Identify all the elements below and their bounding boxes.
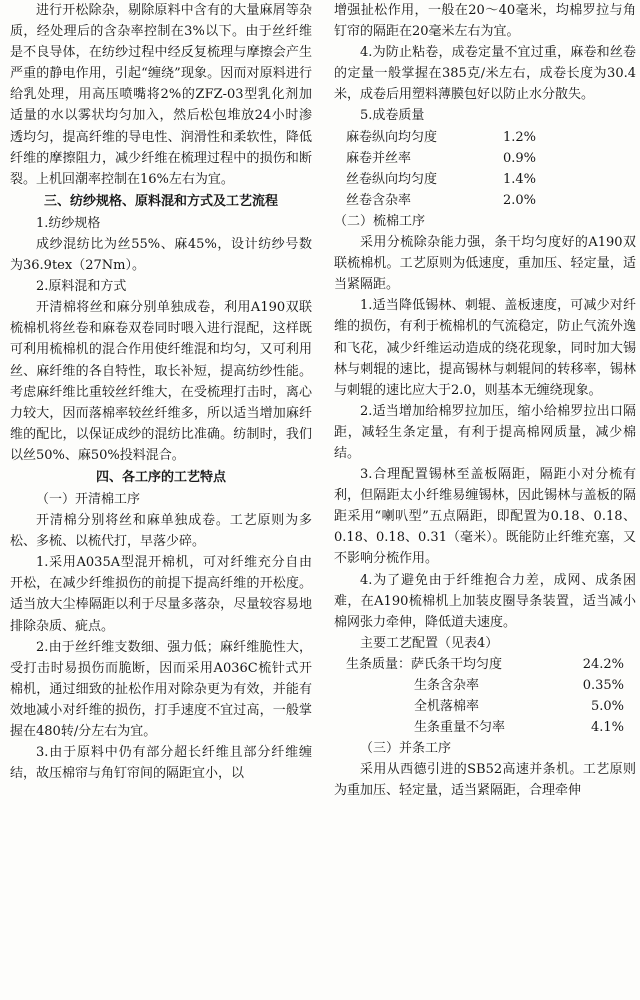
subheading: （二）梳棉工序 [334,213,426,229]
subheading: 5.成卷质量 [360,108,425,124]
paragraph: 2.由于丝纤维支数细、强力低；麻纤维脆性大，受打击时易损伤而脆断，因而采用A036C梳针式开棉机，通过细致的扯松作用对除杂更为有效，并能有效地减小对纤维的损伤，打手速度不宜过高，一般掌握在480转/分左右为宜。 [10,639,312,739]
paragraph: 开清棉将丝和麻分别单独成卷，利用A190双联梳棉机将丝卷和麻卷双卷同时喂入进行混配，这样既可利用梳棉机的混合作用使纤维混和均匀，又可利用丝、麻纤维的各自特性，取长补短，提高纺纱性能。考虑麻纤维比重较丝纤维大，在受梳理打击时，离心力较大，因而落棉率较丝纤维多，所以适当增加麻纤维的配比，以保证成纱的混纺比准确。纺制时，我们以丝50%、麻50%投料混合。 [10,300,312,463]
subheading: （三）并条工序 [360,741,452,757]
right-column [334,0,636,802]
sliver-quality-label-text: 全机落棉率 [414,699,480,715]
quality-label: 麻卷并丝率 [346,150,412,166]
right-bottom-block [334,738,636,801]
paragraph: 2.适当增加给棉罗拉加压，缩小给棉罗拉出口隔距，减轻生条定量，有利于提高棉网质量，减少棉结。 [334,403,636,461]
quality-value: 1.2% [502,129,536,145]
lap-quality-list [334,127,636,211]
left-column [10,0,312,784]
paragraph: 进行开松除杂，剔除原料中含有的大量麻屑等杂质，经处理后的含杂率控制在3%以下。由于丝纤维是不良导体，在纺纱过程中经反复梳理与摩擦会产生严重的静电作用，引起“缠绕”现象。因而对原料进行给乳处理，用高压喷嘴将2%的ZFZ-03型乳化剂加适量的水以雾状均匀加入，然后松包堆放24小时渗透均匀，提高纤维的导电性、润滑性和柔软性，降低纤维的摩擦阻力，减少纤维在梳理过程中的损伤和断裂。上机回潮率控制在16%左右为宜。 [10,3,312,187]
sliver-quality-row [334,717,636,738]
paragraph: 3.由于原料中仍有部分超长纤维且部分纤维缠结，故压棉帘与角钉帘间的隔距宜小，以 [10,745,312,782]
quality-value: 2.0% [502,192,536,208]
sliver-quality-label [334,717,536,738]
paragraph: 增强扯松作用，一般在20～40毫米，均棉罗拉与角钉帘的隔距在20毫米左右为宜。 [334,3,636,40]
sliver-quality-label [334,654,536,675]
quality-label: 麻卷纵向均匀度 [346,129,438,145]
paragraph: 采用从西德引进的SB52高速并条机。工艺原则为重加压、轻定量，适当紧隔距，合理牵伸 [334,762,636,799]
sliver-quality-label-text: 生条重量不匀率 [414,720,506,736]
sliver-quality-row [334,654,636,675]
paragraph: 采用分梳除杂能力强，条干均匀度好的A190双联梳棉机。工艺原则为低速度，重加压、轻定量，适当紧隔距。 [334,235,636,293]
paragraph: 开清棉分别将丝和麻单独成卷。工艺原则为多松、多梳、以梳代打，早落少碎。 [10,513,312,550]
paragraph: 1.采用A035A型混开棉机，可对纤维充分自由开松，在减少纤维损伤的前提下提高纤维的开松度。适当放大尘棒隔距以利于尽量多落杂，尽量较容易地排除杂质、疵点。 [10,555,312,634]
sliver-quality-row [334,696,636,717]
quality-row [334,190,636,211]
paragraph: 4.为了避免由于纤维抱合力差，成网、成条困难，在A190梳棉机上加装皮圈导条装置，适当减小棉网张力牵伸，降低道夫速度。 [334,572,636,630]
sliver-quality-value: 4.1% [590,720,624,736]
quality-label: 丝卷含杂率 [346,192,412,208]
paragraph: 成纱混纺比为丝55%、麻45%，设计纺纱号数为36.9tex（27Nm）。 [10,236,312,274]
sliver-quality-label-text: 萨氏条干均匀度 [411,656,503,672]
section-heading: 三、纺纱规格、原料混和方式及工艺流程 [43,193,278,209]
sliver-quality-value: 0.35% [582,678,624,693]
sliver-quality-heading: 生条质量： [346,656,412,672]
quality-value: 1.4% [502,171,536,187]
sliver-quality-value: 5.0% [590,699,624,715]
quality-value: 0.9% [502,150,536,166]
right-middle-block [334,211,636,654]
subheading: 主要工艺配置（见表4） [360,635,499,651]
sliver-quality-label-text: 生条含杂率 [414,678,480,693]
quality-row [334,148,636,169]
sliver-quality-row [334,675,636,696]
sliver-quality-label [334,696,536,717]
quality-row [334,127,636,148]
subheading: 2.原料混和方式 [36,279,127,295]
right-top-block [334,0,636,127]
paragraph: 4.为防止粘卷，成卷定量不宜过重，麻卷和丝卷的定量一般掌握在385克/米左右，成卷长度为30.4米，成卷后用塑料薄膜包好以防止水分散失。 [334,45,636,103]
paragraph: 3.合理配置锡林至盖板隔距，隔距小对分梳有利，但隔距太小纤维易缠锡林，因此锡林与盖板的隔距采用“喇叭型”五点隔距，即配置为0.18、0.18、0.18、0.18、0.31（毫米）。既能防止纤维充塞，又不影响分梳作用。 [334,467,636,567]
paragraph: 1.适当降低锡林、刺辊、盖板速度，可减少对纤维的损伤，有利于梳棉机的气流稳定，防止气流外逸和飞花，减少纤维运动造成的绕花现象，同时加大锡林与刺辊的速比，提高锡林与刺辊间的转移率，锡林与刺辊的速比应大于2.0，则基本无缠绕现象。 [334,298,636,398]
subheading: （一）开清棉工序 [36,491,141,507]
quality-row [334,169,636,190]
sliver-quality-list [334,654,636,738]
subheading: 1.纺纱规格 [36,215,101,231]
quality-label: 丝卷纵向均匀度 [346,171,438,187]
sliver-quality-label [334,675,536,696]
section-heading: 四、各工序的工艺特点 [95,469,226,485]
sliver-quality-value: 24.2% [582,656,624,672]
